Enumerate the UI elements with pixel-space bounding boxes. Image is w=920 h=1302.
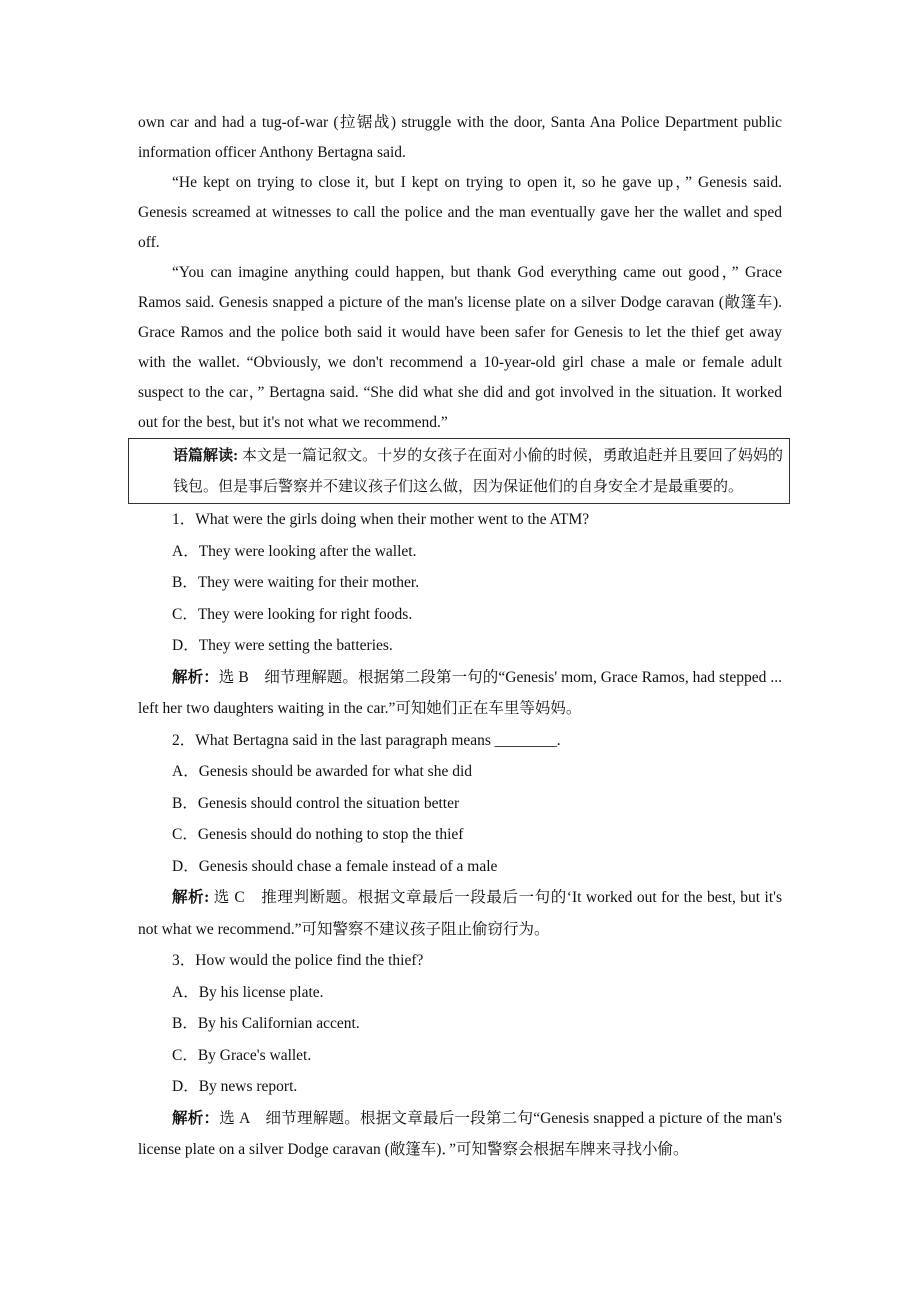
question-1-option-d: D．They were setting the batteries. [172, 637, 393, 654]
passage [138, 108, 782, 438]
explanation-text: 选 C 推理判断题。根据文章最后一段最后一句的‘It worked out for the best, but it's not what we recommend.”可知警察不建议孩子阻止偷窃行为。 [138, 889, 782, 938]
question-3-stem: 3．How would the police find the thief? [172, 952, 424, 969]
question-3-option-a: A．By his license plate. [172, 983, 324, 1001]
question-1-explanation [138, 662, 782, 725]
summary-label: 语篇解读: [173, 448, 239, 464]
questions [138, 504, 782, 1166]
question-2-option-b: B．Genesis should control the situation better [172, 794, 460, 812]
paragraph-3: “You can imagine anything could happen, but thank God everything came out good，” Grace Ramos said. Genesis snapped a picture of the man's license plate on a silver Dodge caravan (敞篷车). Grace Ramos and the police both said it would have been safer for Genesis to let the thief get away with the wallet. “Obviously, we don't recommend a 10-year-old girl chase a male or female adult suspect to the car，” Bertagna said. “She did what she did and got involved in the situation. It worked out for the best, but it's not what we recommend.” [138, 264, 782, 431]
question-2-option-c: C．Genesis should do nothing to stop the thief [172, 826, 464, 843]
question-3-option-c: C．By Grace's wallet. [172, 1046, 312, 1064]
paragraph-2: “He kept on trying to close it, but I kept on trying to open it, so he gave up，” Genesis said. Genesis screamed at witnesses to call the police and the man eventually gave her the wallet and sped off. [138, 174, 782, 251]
question-1-option-b: B．They were waiting for their mother. [172, 574, 420, 591]
question-1-option-c: C．They were looking for right foods. [172, 605, 413, 623]
explanation-text: 选 B 细节理解题。根据第二段第一句的“Genesis' mom, Grace Ramos, had stepped ... left her two daughters waiting in the car.”可知她们正在车里等妈妈。 [138, 668, 782, 717]
paragraph-1: own car and had a tug-of-war (拉锯战) struggle with the door, Santa Ana Police Department public information officer Anthony Bertagna said. [138, 114, 782, 161]
summary-box [128, 438, 790, 504]
question-1-option-a: A．They were looking after the wallet. [172, 542, 417, 560]
question-3-option-d: D．By news report. [172, 1078, 298, 1095]
question-3-option-b: B．By his Californian accent. [172, 1015, 360, 1032]
explanation-label: 解析: [172, 889, 210, 906]
question-3-explanation [138, 1103, 782, 1166]
question-2-explanation [138, 882, 782, 945]
question-2-option-a: A．Genesis should be awarded for what she did [172, 763, 473, 780]
question-2-option-d: D．Genesis should chase a female instead of a male [172, 857, 498, 875]
explanation-text: 选 A 细节理解题。根据文章最后一段第二句“Genesis snapped a picture of the man's license plate on a silver Dodge caravan (敞篷车)．”可知警察会根据车牌来寻找小偷。 [138, 1109, 782, 1158]
explanation-label: 解析： [172, 1109, 220, 1127]
explanation-label: 解析： [172, 668, 219, 686]
summary-text: 本文是一篇记叙文。十岁的女孩子在面对小偷的时候，勇敢追赶并且要回了妈妈的钱包。但是事后警察并不建议孩子们这么做，因为保证他们的自身安全才是最重要的。 [173, 448, 783, 495]
question-2-stem: 2．What Bertagna said in the last paragraph means ________. [172, 731, 561, 749]
question-1-stem: 1．What were the girls doing when their mother went to the ATM? [172, 511, 590, 528]
